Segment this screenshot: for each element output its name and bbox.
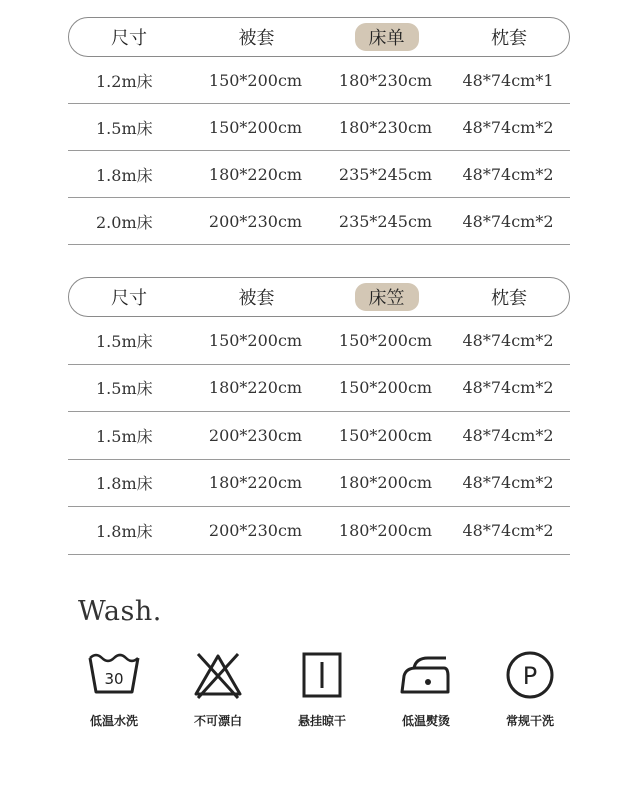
care-icons xyxy=(62,648,582,729)
table-header xyxy=(68,17,570,57)
cell-size: 1.8m床 xyxy=(96,474,153,494)
table-row xyxy=(68,198,570,245)
cell-pillow: 48*74cm*2 xyxy=(462,473,554,493)
cell-pillow: 48*74cm*2 xyxy=(462,211,554,231)
cell-duvet: 180*220cm xyxy=(208,164,303,184)
wash-30-icon xyxy=(84,648,144,702)
table-row xyxy=(68,507,570,555)
header-sheet-highlight: 床单 xyxy=(355,23,419,51)
cell-size: 1.5m床 xyxy=(96,426,153,446)
cell-size: 1.8m床 xyxy=(96,521,153,541)
cell-pillow: 48*74cm*2 xyxy=(462,330,554,350)
cell-pillow: 48*74cm*2 xyxy=(462,520,554,540)
cell-duvet: 200*230cm xyxy=(208,520,303,540)
size-table-sheet xyxy=(68,17,570,245)
cell-duvet: 200*230cm xyxy=(208,211,303,231)
cell-size: 1.5m床 xyxy=(96,118,153,138)
care-item xyxy=(166,648,270,729)
care-label: 悬挂晾干 xyxy=(297,714,346,728)
wash-title: Wash. xyxy=(78,596,162,627)
care-item xyxy=(270,648,374,729)
dry-clean-p-icon xyxy=(500,648,560,702)
cell-duvet: 180*220cm xyxy=(208,378,303,398)
table-row xyxy=(68,412,570,460)
care-item xyxy=(478,648,582,729)
care-item xyxy=(374,648,478,729)
table-row xyxy=(68,460,570,508)
cell-pillow: 48*74cm*1 xyxy=(462,70,554,90)
cell-duvet: 180*220cm xyxy=(208,473,303,493)
cell-size: 1.2m床 xyxy=(96,71,153,91)
table-row xyxy=(68,104,570,151)
cell-sheet: 180*230cm xyxy=(338,70,433,90)
table-row xyxy=(68,317,570,365)
cell-duvet: 200*230cm xyxy=(208,425,303,445)
cell-sheet: 235*245cm xyxy=(338,211,433,231)
cell-pillow: 48*74cm*2 xyxy=(462,117,554,137)
header-size: 尺寸 xyxy=(111,288,147,309)
cell-sheet: 235*245cm xyxy=(338,164,433,184)
care-label: 低温水洗 xyxy=(89,714,138,728)
care-item xyxy=(62,648,166,729)
cell-duvet: 150*200cm xyxy=(208,330,303,350)
header-duvet-cover: 被套 xyxy=(238,28,275,49)
care-label: 不可漂白 xyxy=(193,714,242,728)
header-duvet-cover: 被套 xyxy=(238,288,275,309)
cell-size: 1.5m床 xyxy=(96,331,153,351)
header-size: 尺寸 xyxy=(111,28,147,49)
size-table-fitted xyxy=(68,277,570,555)
cell-sheet: 180*230cm xyxy=(338,117,433,137)
table-row xyxy=(68,151,570,198)
cell-fitted: 180*200cm xyxy=(338,520,433,540)
cell-fitted: 150*200cm xyxy=(338,378,433,398)
cell-size: 1.5m床 xyxy=(96,379,153,399)
hang-dry-icon xyxy=(292,648,352,702)
wash-temp: 30 xyxy=(104,670,124,688)
cell-duvet: 150*200cm xyxy=(208,70,303,90)
cell-fitted: 180*200cm xyxy=(338,473,433,493)
care-label: 低温熨烫 xyxy=(401,714,450,728)
cell-pillow: 48*74cm*2 xyxy=(462,425,554,445)
header-pillowcase: 枕套 xyxy=(491,288,527,309)
cell-pillow: 48*74cm*2 xyxy=(462,378,554,398)
care-label: 常规干洗 xyxy=(505,714,554,728)
cell-pillow: 48*74cm*2 xyxy=(462,164,554,184)
header-fitted-sheet-highlight: 床笠 xyxy=(355,283,419,311)
cell-fitted: 150*200cm xyxy=(338,330,433,350)
table-header xyxy=(68,277,570,317)
cell-duvet: 150*200cm xyxy=(208,117,303,137)
table-row xyxy=(68,57,570,104)
cell-fitted: 150*200cm xyxy=(338,425,433,445)
table-row xyxy=(68,365,570,413)
dry-clean-letter: P xyxy=(522,662,538,690)
cell-size: 1.8m床 xyxy=(96,165,153,185)
header-pillowcase: 枕套 xyxy=(491,28,527,49)
cell-size: 2.0m床 xyxy=(96,212,153,232)
no-bleach-icon xyxy=(188,648,248,702)
iron-low-icon xyxy=(396,648,456,702)
